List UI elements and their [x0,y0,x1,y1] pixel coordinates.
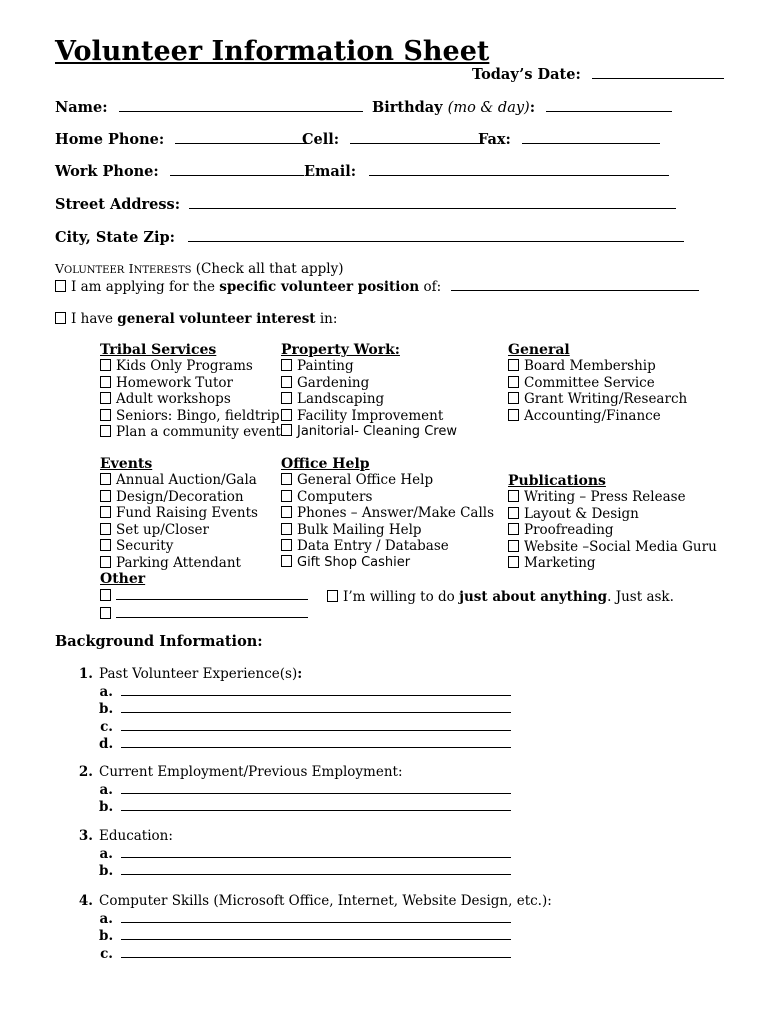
option-item[interactable] [508,555,717,572]
option-label: Writing – Press Release [524,489,686,505]
answer-letter: b. [99,799,114,815]
checkbox[interactable] [281,359,292,371]
specific-pre-text: I am applying for the [71,279,220,295]
checkbox[interactable] [100,409,111,421]
option-item[interactable] [508,522,717,539]
option-item[interactable] [100,391,281,408]
specific-bold-text: specific volunteer position [219,279,420,295]
street-field[interactable] [189,196,676,209]
option-label: Seniors: Bingo, fieldtrip [116,407,280,424]
work-phone-field[interactable] [170,163,304,176]
option-item[interactable] [508,489,717,506]
office-help-group [281,456,494,571]
option-item[interactable] [281,391,457,408]
specific-position-row [55,278,699,295]
other-option-2[interactable] [100,605,308,623]
checkbox[interactable] [100,539,111,551]
answer-field[interactable] [121,718,511,731]
answer-letter: c. [100,718,113,735]
option-item[interactable] [100,408,281,425]
checkbox[interactable] [100,589,111,601]
email-label: Email: [304,163,357,180]
specific-position-checkbox[interactable] [55,280,66,292]
publications-header: Publications [508,473,606,489]
fax-field[interactable] [522,131,660,144]
anything-checkbox[interactable] [327,590,338,602]
city-row [55,229,684,246]
checkbox[interactable] [281,506,292,518]
question-colon: : [297,666,303,682]
option-label: Grant Writing/Research [524,391,688,407]
option-label: Gift Shop Cashier [297,554,411,570]
checkbox[interactable] [100,556,111,568]
email-row [304,163,669,180]
option-label: Marketing [524,555,596,571]
question-3 [73,828,511,880]
option-label: Accounting/Finance [524,407,661,424]
option-item[interactable] [100,472,308,489]
checkbox[interactable] [508,490,519,502]
answer-field[interactable] [121,845,511,858]
other-field-1[interactable] [116,587,308,600]
checkbox[interactable] [281,539,292,551]
checkbox[interactable] [100,490,111,502]
general-bold-text: general volunteer interest [117,311,316,327]
option-label: Bulk Mailing Help [297,521,422,538]
name-label: Name: [55,99,108,116]
general-group [508,342,687,424]
option-label: Fund Raising Events [116,505,258,521]
option-item[interactable] [281,375,457,392]
other-field-2[interactable] [116,605,308,618]
checkbox[interactable] [281,376,292,388]
specific-position-field[interactable] [451,278,699,291]
answer-field[interactable] [121,945,511,958]
birthday-label: Birthday [372,99,443,116]
interests-check-note: (Check all that apply) [195,261,344,277]
option-label: Data Entry / Database [297,538,449,554]
fax-label: Fax: [478,131,511,148]
cell-label: Cell: [302,131,340,148]
question-number: 3. [78,828,93,844]
events-group [100,456,308,622]
question-label: Education: [99,828,173,844]
other-header: Other [100,571,146,587]
option-item[interactable] [100,505,308,522]
option-item[interactable] [281,472,494,489]
option-label: Janitorial- Cleaning Crew [297,424,457,439]
general-interest-checkbox[interactable] [55,312,66,324]
option-label: Committee Service [524,374,655,391]
option-item[interactable] [508,358,687,375]
option-label: Kids Only Programs [116,358,253,374]
option-label: Proofreading [524,522,614,538]
publications-group [508,473,717,572]
work-phone-label: Work Phone: [55,163,159,180]
cell-field[interactable] [350,131,484,144]
option-item[interactable] [281,538,494,555]
answer-letter: b. [99,701,114,717]
interests-title-v: V [55,261,65,276]
option-item[interactable] [508,506,717,523]
checkbox[interactable] [508,523,519,535]
general-pre-text: I have [71,311,118,327]
option-label: Layout & Design [524,505,639,522]
answer-field[interactable] [121,700,511,713]
property-work-group [281,342,457,441]
anything-row [327,589,674,605]
events-header: Events [100,456,153,472]
option-label: Painting [297,358,354,374]
option-item[interactable] [281,555,494,572]
question-label: Computer Skills (Microsoft Office, Internet, Website Design, etc.): [99,893,552,909]
option-item[interactable] [508,375,687,392]
option-label: Landscaping [297,391,385,407]
city-field[interactable] [188,229,684,242]
fax-row [478,131,660,148]
checkbox[interactable] [281,424,292,436]
question-1 [73,666,511,753]
answer-letter: a. [99,845,113,862]
answer-letter: c. [100,945,113,962]
work-phone-row [55,163,304,180]
checkbox[interactable] [100,359,111,371]
option-item[interactable] [100,358,281,375]
question-number: 1. [78,666,93,682]
answer-field[interactable] [121,683,511,696]
anything-post: . Just ask. [607,589,674,605]
general-header: General [508,342,570,358]
general-interest-row [55,311,337,327]
property-work-header: Property Work: [281,342,400,358]
question-number: 2. [78,764,93,780]
question-label: Current Employment/Previous Employment: [99,764,403,780]
option-item[interactable] [100,424,281,441]
checkbox[interactable] [508,392,519,404]
checkbox[interactable] [100,425,111,437]
option-label: Security [116,538,174,554]
office-help-header: Office Help [281,456,370,472]
answer-letter: a. [99,683,113,700]
checkbox[interactable] [281,555,292,567]
general-post-text: in: [315,311,338,327]
checkbox[interactable] [508,359,519,371]
interests-heading [55,261,344,277]
option-label: Design/Decoration [116,488,244,505]
other-option-1[interactable] [100,587,308,605]
answer-letter: a. [99,910,113,927]
answer-letter: b. [99,928,114,944]
checkbox[interactable] [281,523,292,535]
checkbox[interactable] [281,473,292,485]
tribal-services-group [100,342,281,441]
specific-post-text: of: [419,279,442,295]
todays-date-field[interactable] [592,66,724,79]
option-item[interactable] [281,408,457,425]
interests-title-nterests: NTERESTS [133,265,192,276]
answer-field[interactable] [121,927,511,940]
option-item[interactable] [281,424,457,441]
checkbox[interactable] [100,607,111,619]
todays-date-label: Today’s Date: [472,66,581,83]
checkbox[interactable] [508,556,519,568]
answer-letter: a. [99,781,113,798]
page-title: Volunteer Information Sheet [55,36,490,67]
option-item[interactable] [508,539,717,556]
checkbox[interactable] [281,409,292,421]
todays-date-row [472,66,724,83]
question-2 [73,764,511,816]
birthday-hint: (mo & day) [447,100,530,116]
option-label: Board Membership [524,358,656,374]
city-label: City, State Zip: [55,229,176,246]
street-row [55,196,676,213]
option-item[interactable] [281,522,494,539]
option-label: Phones – Answer/Make Calls [297,505,495,521]
option-label: Website –Social Media Guru [524,538,717,555]
option-label: Plan a community event [116,424,281,440]
checkbox[interactable] [281,392,292,404]
answer-field[interactable] [121,862,511,875]
home-phone-row [55,131,309,148]
background-title: Background Information: [55,633,263,650]
option-label: Parking Attendant [116,554,241,571]
question-number: 4. [78,893,93,909]
tribal-services-header: Tribal Services [100,342,217,358]
birthday-row [372,99,672,116]
option-item[interactable] [508,391,687,408]
home-phone-field[interactable] [175,131,309,144]
interests-title-i: I [128,261,134,276]
answer-field[interactable] [121,735,511,748]
cell-row [302,131,484,148]
option-item[interactable] [100,489,308,506]
checkbox[interactable] [508,376,519,388]
option-item[interactable] [508,408,687,425]
birthday-colon: : [529,99,536,116]
home-phone-label: Home Phone: [55,131,165,148]
checkbox[interactable] [281,490,292,502]
option-item[interactable] [100,375,281,392]
checkbox[interactable] [100,473,111,485]
option-label: Adult workshops [116,391,231,407]
name-field[interactable] [119,99,363,112]
name-row [55,99,363,116]
anything-pre: I’m willing to do [343,589,460,605]
answer-letter: b. [99,863,114,879]
option-label: Facility Improvement [297,407,444,424]
option-item[interactable] [100,522,308,539]
option-item[interactable] [281,358,457,375]
interests-title-olunteer: OLUNTEER [64,265,125,276]
question-4 [73,893,552,962]
checkbox[interactable] [508,507,519,519]
option-label: Homework Tutor [116,374,234,391]
answer-field[interactable] [121,910,511,923]
answer-field[interactable] [121,781,511,794]
question-label: Past Volunteer Experience(s) [99,666,298,682]
birthday-field[interactable] [546,99,672,112]
anything-bold: just about anything [459,589,608,605]
checkbox[interactable] [100,523,111,535]
checkbox[interactable] [100,392,111,404]
email-field[interactable] [369,163,669,176]
street-label: Street Address: [55,196,181,213]
checkbox[interactable] [100,506,111,518]
answer-letter: d. [99,736,114,752]
option-label: Set up/Closer [116,521,209,538]
option-label: General Office Help [297,472,434,488]
option-label: Gardening [297,374,370,391]
option-item[interactable] [100,555,308,572]
checkbox[interactable] [508,540,519,552]
option-label: Computers [297,488,373,505]
checkbox[interactable] [508,409,519,421]
option-item[interactable] [281,505,494,522]
option-label: Annual Auction/Gala [116,472,257,488]
option-item[interactable] [281,489,494,506]
checkbox[interactable] [100,376,111,388]
answer-field[interactable] [121,798,511,811]
option-item[interactable] [100,538,308,555]
